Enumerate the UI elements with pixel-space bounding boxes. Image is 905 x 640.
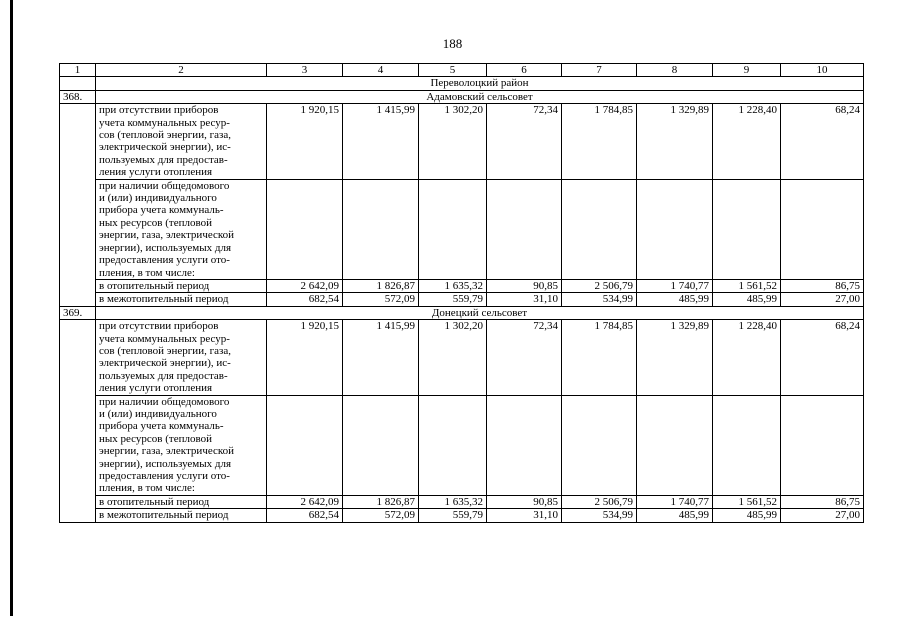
value-cell: 534,99 — [562, 509, 637, 522]
value-cell: 1 329,89 — [637, 104, 713, 179]
value-cell: 1 228,40 — [713, 320, 781, 395]
district-row — [60, 77, 864, 90]
value-cell — [419, 395, 487, 495]
value-cell: 1 415,99 — [343, 104, 419, 179]
value-cell: 1 784,85 — [562, 320, 637, 395]
value-cell — [637, 179, 713, 279]
value-cell — [562, 179, 637, 279]
table-row — [60, 179, 864, 279]
binding-edge — [10, 0, 13, 616]
table-row — [60, 320, 864, 395]
row-label: при наличии общедомового и (или) индивидуального прибора учета коммуналь- ных ресурсов (тепловой энергии, газа, электрической энергии), используемых для предоставления услуги ото- пления, в том числе: — [96, 179, 267, 279]
value-cell: 559,79 — [419, 509, 487, 522]
value-cell — [637, 395, 713, 495]
value-cell — [781, 179, 864, 279]
value-cell: 72,34 — [487, 320, 562, 395]
number-spacer-cell — [60, 104, 96, 307]
value-cell — [487, 179, 562, 279]
value-cell: 485,99 — [713, 509, 781, 522]
value-cell: 72,34 — [487, 104, 562, 179]
value-cell: 90,85 — [487, 279, 562, 292]
row-label: в межотопительный период — [96, 293, 267, 306]
settlement-number: 368. — [60, 90, 96, 103]
value-cell: 2 642,09 — [267, 495, 343, 508]
value-cell: 1 561,52 — [713, 279, 781, 292]
table-row — [60, 293, 864, 306]
value-cell: 1 302,20 — [419, 320, 487, 395]
table-row — [60, 495, 864, 508]
column-header: 2 — [96, 64, 267, 77]
table-row — [60, 395, 864, 495]
value-cell — [713, 179, 781, 279]
settlement-number: 369. — [60, 306, 96, 319]
row-label: в отопительный период — [96, 495, 267, 508]
value-cell: 1 740,77 — [637, 495, 713, 508]
row-label: при отсутствии приборов учета коммунальных ресур- сов (тепловой энергии, газа, электрической энергии), ис- пользуемых для предостав- ления услуги отопления — [96, 104, 267, 179]
value-cell: 1 329,89 — [637, 320, 713, 395]
value-cell: 31,10 — [487, 293, 562, 306]
district-name: Переволоцкий район — [96, 77, 864, 90]
value-cell: 27,00 — [781, 509, 864, 522]
value-cell: 1 635,32 — [419, 279, 487, 292]
value-cell: 682,54 — [267, 509, 343, 522]
value-cell: 86,75 — [781, 495, 864, 508]
value-cell: 1 826,87 — [343, 495, 419, 508]
settlement-name: Донецкий сельсовет — [96, 306, 864, 319]
value-cell — [267, 179, 343, 279]
value-cell — [343, 395, 419, 495]
column-header: 7 — [562, 64, 637, 77]
value-cell: 68,24 — [781, 104, 864, 179]
value-cell: 31,10 — [487, 509, 562, 522]
value-cell: 485,99 — [637, 509, 713, 522]
value-cell: 1 784,85 — [562, 104, 637, 179]
settlement-header-row — [60, 90, 864, 103]
value-cell: 1 635,32 — [419, 495, 487, 508]
table-row — [60, 509, 864, 522]
settlement-header-row — [60, 306, 864, 319]
column-header: 5 — [419, 64, 487, 77]
row-label: при отсутствии приборов учета коммунальных ресур- сов (тепловой энергии, газа, электрической энергии), ис- пользуемых для предостав- ления услуги отопления — [96, 320, 267, 395]
value-cell: 1 826,87 — [343, 279, 419, 292]
value-cell: 1 920,15 — [267, 320, 343, 395]
value-cell: 2 642,09 — [267, 279, 343, 292]
value-cell: 534,99 — [562, 293, 637, 306]
value-cell: 559,79 — [419, 293, 487, 306]
value-cell — [267, 395, 343, 495]
value-cell: 682,54 — [267, 293, 343, 306]
value-cell: 2 506,79 — [562, 495, 637, 508]
column-header: 9 — [713, 64, 781, 77]
row-label: в межотопительный период — [96, 509, 267, 522]
value-cell: 68,24 — [781, 320, 864, 395]
value-cell: 485,99 — [637, 293, 713, 306]
column-number-row — [60, 64, 864, 77]
value-cell: 1 561,52 — [713, 495, 781, 508]
table-row — [60, 104, 864, 179]
table-row — [60, 279, 864, 292]
number-spacer-cell — [60, 320, 96, 523]
row-label: при наличии общедомового и (или) индивидуального прибора учета коммуналь- ных ресурсов (тепловой энергии, газа, электрической энергии), используемых для предоставления услуги ото- пления, в том числе: — [96, 395, 267, 495]
value-cell: 90,85 — [487, 495, 562, 508]
value-cell: 572,09 — [343, 509, 419, 522]
value-cell: 1 415,99 — [343, 320, 419, 395]
value-cell: 1 740,77 — [637, 279, 713, 292]
value-cell: 1 228,40 — [713, 104, 781, 179]
value-cell — [419, 179, 487, 279]
column-header: 3 — [267, 64, 343, 77]
settlement-name: Адамовский сельсовет — [96, 90, 864, 103]
value-cell: 86,75 — [781, 279, 864, 292]
value-cell: 27,00 — [781, 293, 864, 306]
row-label: в отопительный период — [96, 279, 267, 292]
column-header: 6 — [487, 64, 562, 77]
value-cell: 1 302,20 — [419, 104, 487, 179]
column-header: 8 — [637, 64, 713, 77]
value-cell — [562, 395, 637, 495]
column-header: 4 — [343, 64, 419, 77]
value-cell: 485,99 — [713, 293, 781, 306]
value-cell — [487, 395, 562, 495]
value-cell: 2 506,79 — [562, 279, 637, 292]
page-number: 188 — [442, 36, 463, 51]
value-cell: 1 920,15 — [267, 104, 343, 179]
column-header: 1 — [60, 64, 96, 77]
tariff-table — [59, 63, 864, 523]
column-header: 10 — [781, 64, 864, 77]
value-cell — [781, 395, 864, 495]
value-cell: 572,09 — [343, 293, 419, 306]
value-cell — [713, 395, 781, 495]
value-cell — [343, 179, 419, 279]
